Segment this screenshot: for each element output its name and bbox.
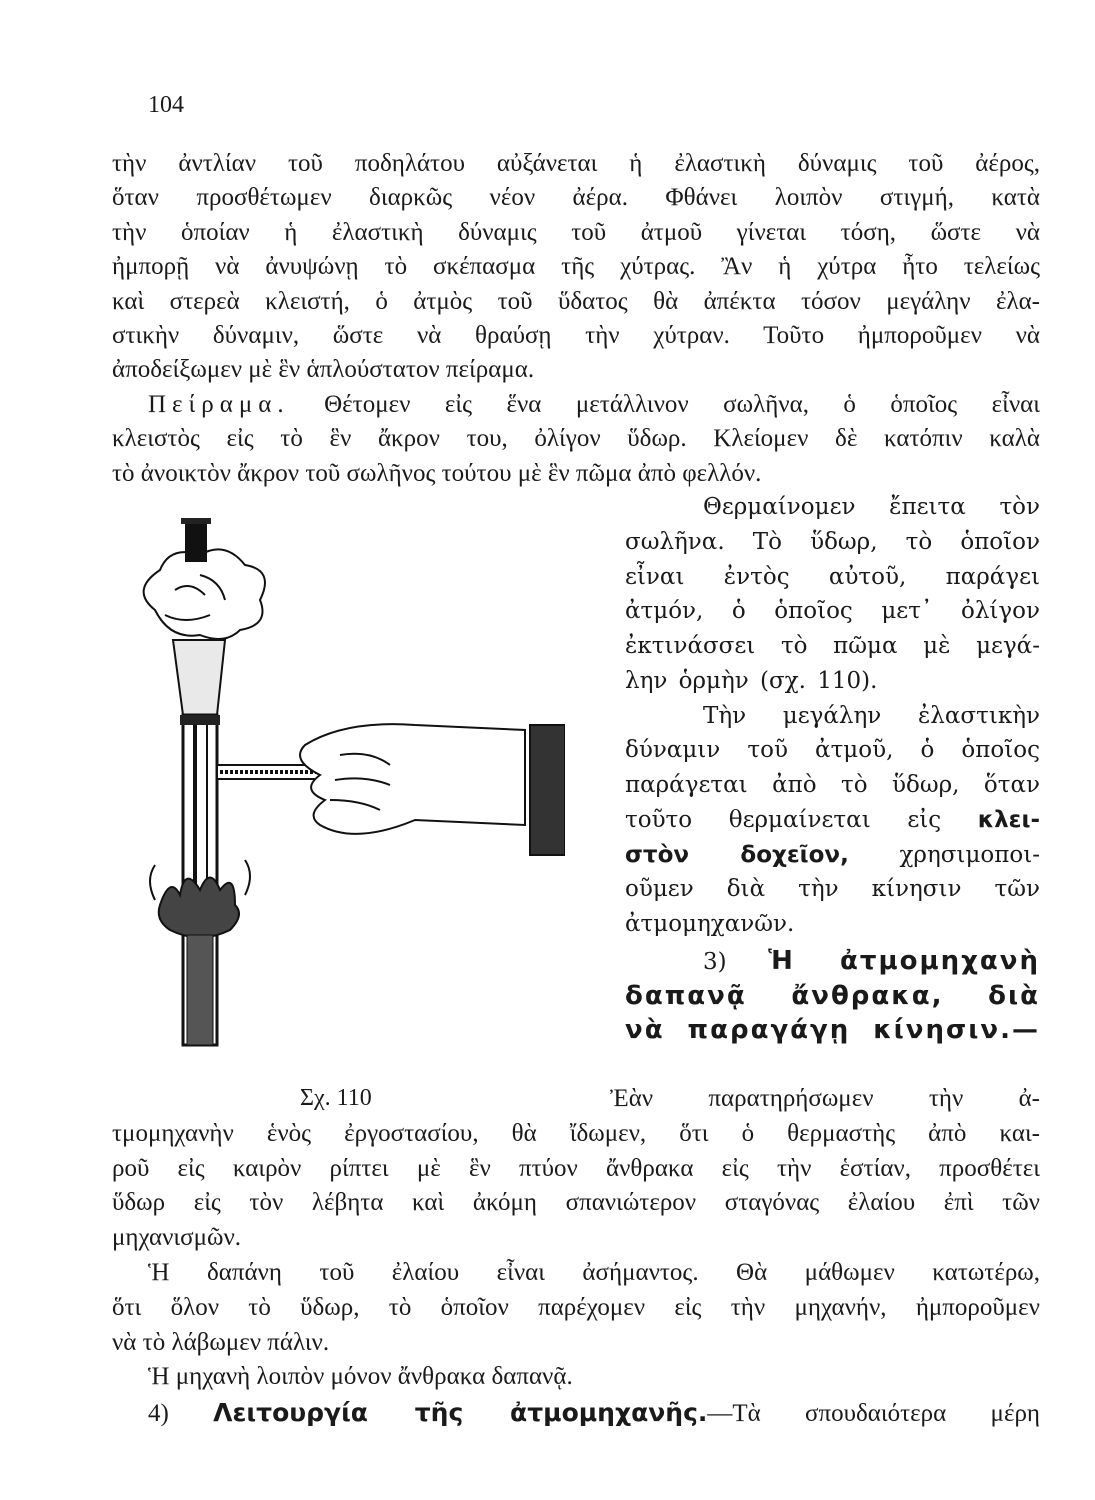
section-heading: δαπανᾷ ἄνθρακα, διὰ (625, 980, 1040, 1011)
text-line: τμομηχανὴν ἑνὸς ἐργοστασίου, θὰ ἴδωμεν, ὅτι ὁ θερμαστὴς ἀπὸ και- (112, 1119, 1040, 1147)
text-line (625, 981, 1040, 1011)
text-segment: τοῦτο θερμαίνεται εἰς (625, 806, 978, 833)
figure-caption: Σχ. 110 (300, 1085, 372, 1111)
text-line: ἀτμομηχανῶν. (625, 911, 795, 937)
text-line: τὴν ἀντλίαν τοῦ ποδηλάτου αὐξάνεται ἡ ἐλαστικὴ δύναμις τοῦ ἀέρος, (112, 150, 1040, 177)
text-line (625, 842, 1040, 868)
text-line: στικὴν δύναμιν, ὥστε νὰ θραύσῃ τὴν χύτραν. Τοῦτο ἠμποροῦμεν νὰ (112, 322, 1040, 349)
text-segment: χρησιμοποι- (848, 841, 1040, 868)
section-heading: Ἡ ἀτμομηχανὴ (768, 945, 1040, 976)
text-line: ὅτι ὅλον τὸ ὕδωρ, τὸ ὁποῖον παρέχομεν εἰς τὴν μηχανήν, ἠμποροῦμεν (112, 1293, 1040, 1321)
text-line: λην ὁρμὴν (σχ. 110). (625, 667, 878, 694)
text-line: καὶ στερεὰ κλειστή, ὁ ἀτμὸς τοῦ ὕδατος θὰ ἀπέκτα τόσον μεγάλην ἐλα- (112, 287, 1040, 315)
text-line: ὅταν προσθέτωμεν διαρκῶς νέον ἀέρα. Φθάνει λοιπὸν στιγμή, κατὰ (112, 184, 1040, 212)
text-line (112, 1398, 1040, 1428)
text-line: νὰ τὸ λάβωμεν πάλιν. (112, 1328, 330, 1356)
page-number: 104 (148, 92, 184, 118)
text-line (625, 807, 1040, 833)
text-line: ροῦ εἰς καιρὸν ρίπτει μὲ ἓν πτύον ἄνθρακα εἰς τὴν ἑστίαν, προσθέτει (112, 1154, 1040, 1182)
text-line: μηχανισμῶν. (112, 1224, 242, 1252)
steam-cloud-icon (144, 549, 265, 639)
text-line: δύναμιν τοῦ ἀτμοῦ, ὁ ὁποῖος (625, 737, 1040, 764)
text-line: Θερμαίνομεν ἔπειτα τὸν (703, 494, 1040, 520)
text-line: Ἡ δαπάνη τοῦ ἐλαίου εἶναι ἀσήμαντος. Θὰ μάθωμεν κατωτέρω, (148, 1259, 1040, 1286)
text-line: σωλῆνα. Τὸ ὕδωρ, τὸ ὁποῖον (625, 528, 1040, 555)
text-line: ὕδωρ εἰς τὸν λέβητα καὶ ἀκόμη σπανιώτερον σταγόνας ἐλαίου ἐπὶ τῶν (112, 1189, 1040, 1217)
text-line: τὸ ἀνοικτὸν ἄκρον τοῦ σωλῆνος τούτου μὲ ἓν πῶμα ἀπὸ φελλόν. (112, 459, 762, 487)
text-line (625, 946, 1040, 976)
hand-icon (300, 724, 565, 855)
figure-steam-tube-illustration (125, 515, 565, 1055)
text-line (112, 391, 1040, 419)
emphasis-text: στὸν δοχεῖον, (625, 841, 849, 868)
text-segment: 4) (148, 1400, 214, 1428)
text-line: κλειστὸς εἰς τὸ ἓν ἄκρον του, ὀλίγον ὕδωρ. Κλείομεν δὲ κατόπιν καλὰ (112, 425, 1040, 453)
text-segment: —Τὰ σπουδαιότερα μέρη (707, 1400, 1040, 1428)
steam-jet-icon (173, 640, 225, 715)
text-segment: Θέτομεν εἰς ἕνα μετάλλινον σωλῆνα, ὁ ὁποῖος εἶναι (289, 390, 1040, 418)
text-line: παράγεται ἀπὸ τὸ ὕδωρ, ὅταν (625, 772, 1040, 798)
text-line: Ἐὰν παρατηρήσωμεν τὴν ἀ- (610, 1085, 1040, 1112)
burner-icon (187, 935, 213, 1045)
text-line: ἠμπορῇ νὰ ἀνυψώνῃ τὸ σκέπασμα τῆς χύτρας. Ἂν ἡ χύτρα ἦτο τελείως (112, 253, 1040, 281)
emphasis-text: Λειτουργία τῆς ἀτμομηχανῆς. (213, 1398, 708, 1428)
cork-icon (181, 518, 211, 562)
text-line: εἶναι ἐντὸς αὐτοῦ, παράγει (625, 563, 1040, 590)
emphasis-text: κλει- (977, 806, 1040, 833)
text-line: τὴν ὁποίαν ἡ ἐλαστικὴ δύναμις τοῦ ἀτμοῦ γίνεται τόση, ὥστε νὰ (112, 218, 1040, 246)
text-line: ἐκτινάσσει τὸ πῶμα μὲ μεγά- (625, 633, 1040, 659)
text-line: οῦμεν διὰ τὴν κίνησιν τῶν (625, 876, 1040, 903)
text-line: Τὴν μεγάλην ἐλαστικὴν (703, 702, 1040, 729)
text-line: ἀποδείξωμεν μὲ ἓν ἁπλούστατον πείραμα. (112, 356, 535, 384)
text-line: ἀτμόν, ὁ ὁποῖος μετ᾽ ὀλίγον (625, 598, 1040, 625)
text-line: Ἡ μηχανὴ λοιπὸν μόνον ἄνθρακα δαπανᾷ. (148, 1363, 573, 1391)
section-heading: νὰ παραγάγῃ κίνησιν.— (625, 1015, 1040, 1046)
text-segment: 3) (703, 948, 769, 975)
text-line (625, 1015, 1040, 1045)
emphasis-text: Πείραμα. (148, 390, 290, 418)
